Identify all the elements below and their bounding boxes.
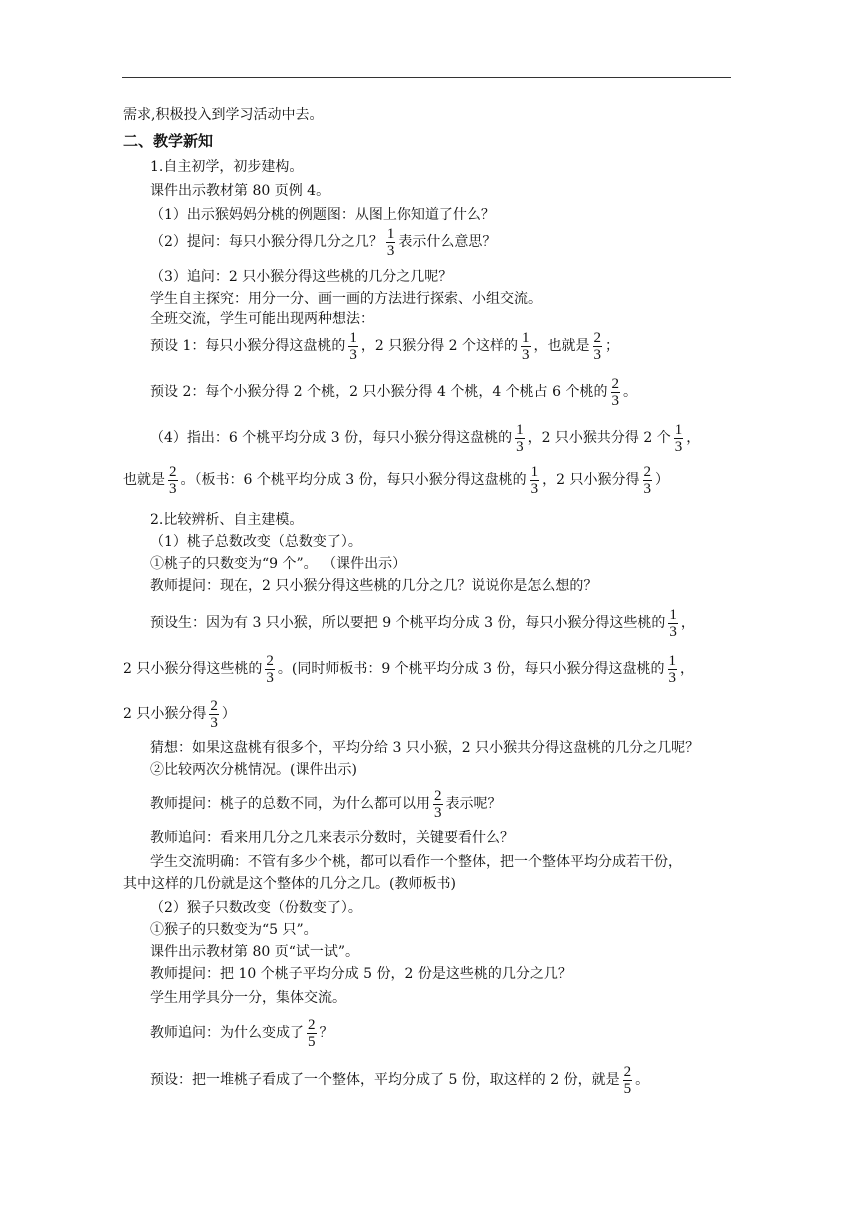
text: 2 只小猴分得这些桃的 bbox=[123, 661, 263, 677]
text-line bbox=[150, 310, 374, 328]
text: （2）猴子只数改变（份数变了）。 bbox=[150, 900, 362, 916]
text: ，2 只小猴共分得 2 个 bbox=[527, 430, 671, 446]
fraction-numerator: 2 bbox=[623, 1063, 632, 1080]
fraction bbox=[348, 330, 358, 363]
fraction-numerator: 1 bbox=[668, 652, 676, 669]
text: 学生自主探究：用分一分、画一画的方法进行探索、小组交流。 bbox=[150, 291, 542, 307]
text: 。 bbox=[635, 1072, 650, 1088]
text-line bbox=[150, 206, 495, 224]
text: 2 只小猴分得 bbox=[123, 706, 207, 722]
text-line bbox=[150, 943, 359, 961]
text: ①桃子的只数变为“9 个”。 （课件出示） bbox=[150, 556, 407, 572]
text: 预设生：因为有 3 只小猴，所以要把 9 个桃平均分成 3 份，每只小猴分得这些桃的 bbox=[150, 615, 666, 631]
text: 其中这样的几份就是这个整体的几分之几。(教师板书) bbox=[123, 876, 456, 892]
text-line bbox=[123, 875, 456, 893]
text-line bbox=[150, 374, 637, 410]
text: 。（板书：6 个桃平均分成 3 份，每只小猴分得这盘桃的 bbox=[180, 472, 527, 488]
fraction-denominator: 5 bbox=[623, 1080, 632, 1097]
fraction bbox=[668, 653, 678, 686]
fraction-denominator: 3 bbox=[522, 346, 530, 363]
fraction bbox=[168, 464, 178, 497]
text-line bbox=[150, 1062, 649, 1098]
fraction-denominator: 3 bbox=[516, 438, 524, 455]
text-line bbox=[150, 989, 346, 1007]
text: ？ bbox=[319, 1025, 334, 1041]
text: 学生用学具分一分，集体交流。 bbox=[150, 990, 346, 1006]
text-line bbox=[150, 605, 695, 641]
text: ②比较两次分桃情况。(课件出示) bbox=[150, 762, 357, 778]
text-line bbox=[150, 511, 303, 529]
fraction bbox=[386, 226, 396, 259]
fraction-numerator: 2 bbox=[266, 652, 274, 669]
text: ，也就是 bbox=[533, 338, 590, 354]
text-line bbox=[150, 577, 597, 595]
text-line bbox=[150, 965, 572, 983]
text: （4）指出：6 个桃平均分成 3 份，每只小猴分得这盘桃的 bbox=[150, 430, 513, 446]
heading-text: 二、教学新知 bbox=[123, 132, 214, 150]
fraction-numerator: 1 bbox=[386, 225, 395, 242]
text: 。 bbox=[623, 384, 637, 400]
fraction-denominator: 3 bbox=[674, 438, 683, 455]
fraction bbox=[515, 422, 525, 455]
fraction-numerator: 1 bbox=[669, 606, 677, 623]
text-line bbox=[150, 786, 502, 822]
text-line bbox=[123, 651, 694, 687]
fraction-denominator: 3 bbox=[434, 804, 442, 821]
fraction-numerator: 2 bbox=[611, 375, 619, 392]
fraction-denominator: 3 bbox=[530, 480, 539, 497]
text: 全班交流，学生可能出现两种想法： bbox=[150, 311, 374, 327]
text-line bbox=[150, 921, 318, 939]
text-line bbox=[150, 158, 303, 176]
fraction-numerator: 2 bbox=[434, 787, 442, 804]
text-line bbox=[150, 420, 700, 456]
text: （2）提问：每只小猴分得几分之几？ bbox=[150, 234, 383, 250]
text-line bbox=[150, 829, 514, 847]
fraction bbox=[674, 422, 684, 455]
fraction-numerator: 2 bbox=[643, 463, 652, 480]
fraction-numerator: 1 bbox=[522, 329, 530, 346]
text-line bbox=[150, 853, 682, 871]
text: 课件出示教材第 80 页例 4。 bbox=[150, 183, 331, 199]
text: ， bbox=[680, 615, 695, 631]
fraction bbox=[668, 607, 678, 640]
fraction-numerator: 1 bbox=[516, 421, 524, 438]
text-line bbox=[150, 1015, 334, 1051]
text: ， bbox=[686, 430, 701, 446]
fraction bbox=[209, 698, 219, 731]
fraction-denominator: 5 bbox=[308, 1033, 316, 1050]
text-line bbox=[150, 899, 362, 917]
fraction-denominator: 3 bbox=[643, 480, 652, 497]
fraction bbox=[530, 464, 540, 497]
fraction bbox=[307, 1017, 317, 1050]
text: 2.比较辨析、自主建模。 bbox=[150, 512, 304, 528]
text-line bbox=[150, 290, 542, 308]
text-line bbox=[150, 182, 330, 200]
fraction bbox=[611, 376, 621, 409]
text: 表示什么意思？ bbox=[398, 234, 497, 250]
fraction-denominator: 3 bbox=[668, 669, 676, 686]
fraction-numerator: 2 bbox=[308, 1016, 316, 1033]
text-line bbox=[150, 328, 619, 364]
text: 教师追问：看来用几分之几来表示分数时，关键要看什么？ bbox=[150, 830, 514, 846]
text-line bbox=[123, 106, 323, 124]
text: ①猴子的只数变为“5 只”。 bbox=[150, 922, 318, 938]
fraction-denominator: 3 bbox=[386, 242, 395, 259]
text: 教师提问：桃子的总数不同，为什么都可以用 bbox=[150, 796, 430, 812]
text: 学生交流明确：不管有多少个桃，都可以看作一个整体，把一个整体平均分成若干份， bbox=[150, 854, 682, 870]
text: 1.自主初学，初步建构。 bbox=[150, 159, 304, 175]
text: 表示呢？ bbox=[445, 796, 502, 812]
fraction bbox=[623, 1064, 633, 1097]
text: （1）桃子总数改变（总数变了）。 bbox=[150, 534, 362, 550]
fraction-denominator: 3 bbox=[266, 669, 274, 686]
text: ，2 只小猴分得 bbox=[542, 472, 640, 488]
text: ） bbox=[655, 472, 670, 488]
text: 教师提问：现在，2 只小猴分得这些桃的几分之几？说说你是怎么想的？ bbox=[150, 578, 598, 594]
text: 课件出示教材第 80 页“试一试”。 bbox=[150, 944, 360, 960]
text: 猜想：如果这盘桃有很多个，平均分给 3 只小猴，2 只小猴共分得这盘桃的几分之几呢？ bbox=[150, 740, 700, 756]
fraction-numerator: 1 bbox=[674, 421, 683, 438]
fraction-numerator: 2 bbox=[169, 463, 177, 480]
text: ， bbox=[680, 661, 694, 677]
fraction-numerator: 1 bbox=[530, 463, 539, 480]
text-line bbox=[123, 696, 236, 732]
fraction bbox=[265, 653, 275, 686]
section-heading bbox=[123, 132, 213, 150]
fraction-denominator: 3 bbox=[669, 623, 677, 640]
text-line bbox=[150, 533, 362, 551]
text: 需求,积极投入到学习活动中去。 bbox=[123, 107, 324, 123]
fraction-numerator: 1 bbox=[349, 329, 357, 346]
text-line bbox=[150, 268, 452, 286]
text: （3）追问：2 只小猴分得这些桃的几分之几呢？ bbox=[150, 269, 453, 285]
header-rule bbox=[122, 77, 731, 78]
fraction-numerator: 2 bbox=[593, 329, 602, 346]
text: ） bbox=[221, 706, 236, 722]
text-line bbox=[150, 739, 699, 757]
fraction-denominator: 3 bbox=[169, 480, 177, 497]
text: ； bbox=[605, 338, 620, 354]
fraction-denominator: 3 bbox=[593, 346, 602, 363]
text-line bbox=[123, 462, 669, 498]
fraction bbox=[433, 788, 443, 821]
text: 预设 1：每只小猴分得这盘桃的 bbox=[150, 338, 346, 354]
text: 也就是 bbox=[123, 472, 165, 488]
text: （1）出示猴妈妈分桃的例题图：从图上你知道了什么？ bbox=[150, 207, 495, 223]
text: 教师提问：把 10 个桃子平均分成 5 份，2 份是这些桃的几分之几？ bbox=[150, 966, 572, 982]
fraction-numerator: 2 bbox=[210, 697, 218, 714]
text-line bbox=[150, 555, 406, 573]
text: ，2 只猴分得 2 个这样的 bbox=[360, 338, 519, 354]
fraction-denominator: 3 bbox=[210, 714, 218, 731]
text-line bbox=[150, 761, 357, 779]
text: 。(同时师板书：9 个桃平均分成 3 份，每只小猴分得这盘桃的 bbox=[277, 661, 665, 677]
fraction bbox=[593, 330, 603, 363]
text: 预设 2：每个小猴分得 2 个桃，2 只小猴分得 4 个桃，4 个桃占 6 个桃的 bbox=[150, 384, 608, 400]
text: 教师追问：为什么变成了 bbox=[150, 1025, 304, 1041]
fraction bbox=[643, 464, 653, 497]
text-line bbox=[150, 224, 496, 260]
fraction-denominator: 3 bbox=[611, 392, 619, 409]
fraction-denominator: 3 bbox=[349, 346, 357, 363]
text: 预设：把一堆桃子看成了一个整体，平均分成了 5 份，取这样的 2 份，就是 bbox=[150, 1072, 620, 1088]
fraction bbox=[521, 330, 531, 363]
